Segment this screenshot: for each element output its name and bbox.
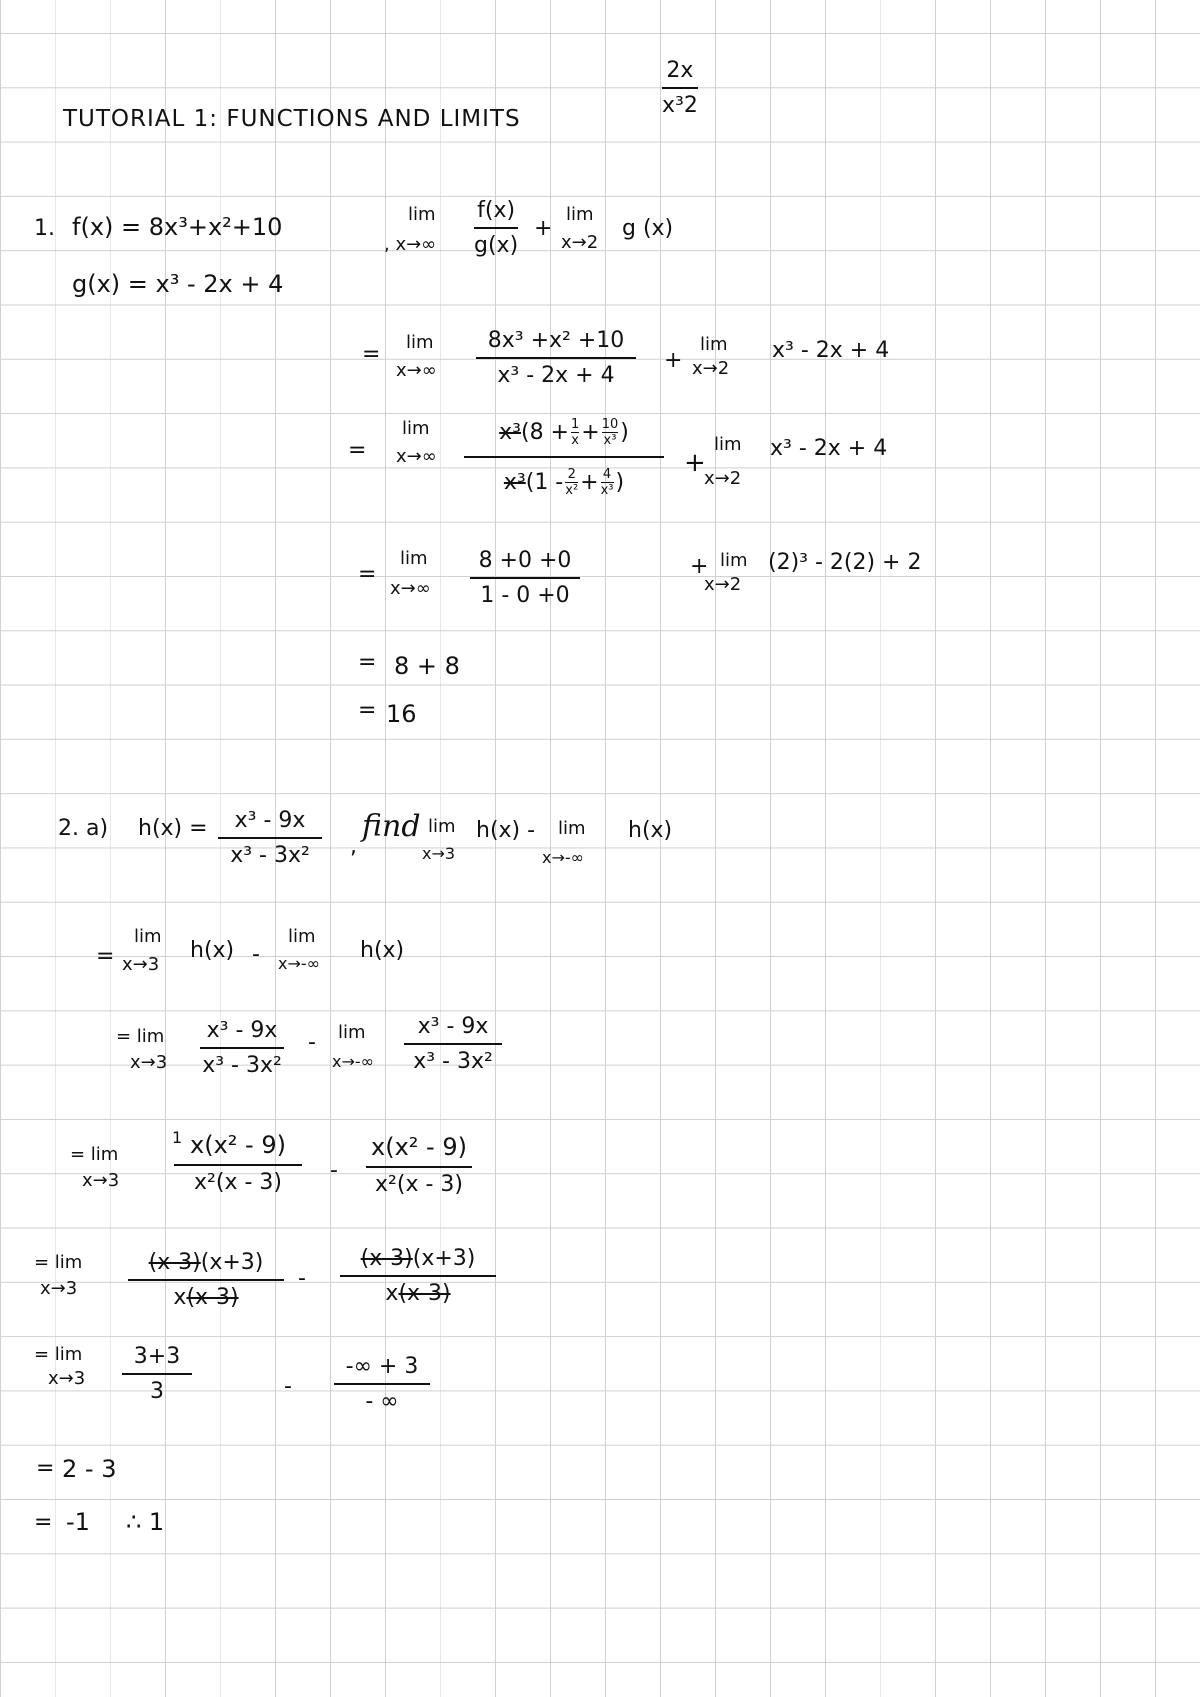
cancelled-term: (x-3) — [148, 1250, 201, 1275]
fraction-bar — [128, 1279, 284, 1281]
q2-find-sub2: x→-∞ — [542, 848, 584, 867]
q2-s2-denominator1: x³ - 3x² — [202, 1053, 282, 1079]
q2-s5-denominator2: - ∞ — [365, 1389, 399, 1415]
q2-s4-equals-lim: = lim — [34, 1252, 83, 1273]
q1-step2-numerator — [464, 412, 664, 452]
cancelled-term: (x-3) — [186, 1285, 239, 1310]
q1-step5-result: 16 — [386, 700, 417, 728]
inner-fraction — [565, 468, 578, 497]
q1-step2-num-plus: + — [581, 419, 600, 445]
q1-step2-num-close: ) — [620, 419, 629, 445]
fraction-bar — [122, 1373, 192, 1375]
q1-problem-denominator: g(x) — [474, 233, 519, 259]
q1-step1-denominator: x³ - 2x + 4 — [497, 363, 615, 389]
q2-find-sub1: x→3 — [422, 844, 456, 863]
inner-numerator: 1 — [571, 416, 580, 432]
inner-fraction — [571, 418, 579, 447]
inner-fraction — [601, 468, 614, 497]
q1-step2-sub2: x→2 — [704, 468, 742, 489]
q2-s4-denominator2 — [385, 1281, 450, 1306]
q2-s4-num1-factor: (x+3) — [200, 1250, 264, 1275]
q1-step4-expr: 8 + 8 — [394, 652, 460, 680]
q1-step1-fraction — [476, 328, 636, 389]
inner-numerator: 4 — [602, 466, 612, 482]
fraction-bar — [474, 227, 518, 229]
fraction-bar — [218, 837, 322, 839]
q2-s3-equals-lim: = lim — [70, 1144, 119, 1165]
q2-s5-fraction1 — [122, 1344, 192, 1405]
q2-s2-denominator2: x³ - 3x² — [413, 1049, 493, 1075]
q2-s4-numerator1 — [149, 1250, 264, 1275]
q1-problem-plus: + — [534, 216, 553, 241]
q1-problem-sub-b: x→2 — [561, 232, 599, 253]
q2-s2-numerator2: x³ - 9x — [417, 1014, 489, 1039]
q2-s5-fraction2 — [334, 1354, 430, 1415]
q2-s2-fraction1 — [200, 1018, 284, 1079]
q2-find-h2: h(x) — [628, 818, 673, 843]
q2-s3-sub: x→3 — [82, 1170, 120, 1191]
q2-find-lim2: lim — [558, 818, 586, 839]
q2-s1-lim2: lim — [288, 926, 316, 947]
fraction-bar — [470, 577, 580, 579]
q1-f-definition: f(x) = 8x³+x²+10 — [72, 213, 283, 241]
q1-label: 1. — [34, 216, 55, 241]
cancelled-term: (x-3) — [398, 1281, 451, 1306]
q2-s5-minus: - — [284, 1374, 292, 1399]
q2-s3-fraction1 — [172, 1128, 302, 1195]
q1-step3-numerator: 8 +0 +0 — [478, 548, 572, 573]
q2-h-numerator: x³ - 9x — [234, 808, 306, 833]
inner-denominator: x² — [565, 482, 579, 498]
q2-h-denominator: x³ - 3x² — [230, 843, 310, 869]
q2-s2-equals-lim: = lim — [116, 1026, 165, 1047]
q2-s7-result: -1 — [66, 1508, 90, 1536]
q2-s4-numerator2 — [361, 1246, 476, 1271]
q2-s4-den1-factor: x — [173, 1285, 187, 1310]
q2-s4-num2-factor: (x+3) — [412, 1246, 476, 1271]
q1-step3-fraction — [470, 548, 580, 609]
fraction-bar — [174, 1164, 302, 1166]
inner-denominator: x³ — [603, 432, 617, 448]
q2-h-lhs: h(x) = — [138, 816, 208, 841]
q2-s5-numerator1: 3+3 — [133, 1344, 181, 1369]
q2-s1-sub1: x→3 — [122, 954, 160, 975]
q2-s3-numerator2: x(x² - 9) — [371, 1133, 467, 1161]
q2-s5-numerator2: -∞ + 3 — [345, 1354, 419, 1379]
fraction-bar — [340, 1275, 496, 1277]
q2-s2-minus: - — [308, 1030, 316, 1055]
q1-step2-sub: x→∞ — [396, 446, 437, 467]
q2-s2-lim2: lim — [338, 1022, 366, 1043]
q2-s1-h1: h(x) — [190, 938, 235, 963]
q2-s1-sub2: x→-∞ — [278, 954, 320, 973]
q2-s3-numerator1: x(x² - 9) — [190, 1131, 286, 1159]
q2-s2-sub1: x→3 — [130, 1052, 168, 1073]
q1-step3-denominator: 1 - 0 +0 — [480, 583, 570, 609]
q2-s4-sub: x→3 — [40, 1278, 78, 1299]
q1-step1-lim: lim — [406, 332, 434, 353]
q1-step1-sub2: x→2 — [692, 358, 730, 379]
q1-step2-plus: + — [684, 448, 706, 478]
q1-step2-den-open: (1 - — [525, 469, 564, 495]
q2-s6-expr: 2 - 3 — [62, 1455, 117, 1483]
q1-step3-plus: + — [690, 554, 709, 579]
q2-s2-numerator1: x³ - 9x — [206, 1018, 278, 1043]
q1-step2-equals: = — [348, 438, 367, 463]
fraction-bar — [464, 456, 664, 458]
fraction-bar — [476, 357, 636, 359]
cancelled-term: (x-3) — [360, 1246, 413, 1271]
q1-step4-equals: = — [358, 650, 377, 675]
q2-s3-denominator2: x²(x - 3) — [375, 1171, 463, 1197]
q1-step2-g-expr: x³ - 2x + 4 — [770, 436, 888, 461]
fraction-bar — [404, 1043, 502, 1045]
q2-s6-equals: = — [36, 1456, 55, 1481]
q1-step1-sub: x→∞ — [396, 360, 437, 381]
q1-step2-denominator — [464, 462, 664, 502]
q1-g-definition: g(x) = x³ - 2x + 4 — [72, 270, 284, 298]
q2-find-lim1: lim — [428, 816, 456, 837]
q1-step3-sub2: x→2 — [704, 574, 742, 595]
q1-step3-lim2: lim — [720, 550, 748, 571]
q2-s1-h2: h(x) — [360, 938, 405, 963]
fraction-bar — [366, 1166, 472, 1168]
q1-problem-lim-b: lim — [566, 204, 594, 225]
q2-s4-minus: - — [298, 1266, 306, 1291]
q1-problem-g-expr: g (x) — [622, 216, 674, 241]
q1-problem-lim-a: lim — [408, 204, 436, 225]
q1-step3-equals: = — [358, 562, 377, 587]
q1-step1-numerator: 8x³ +x² +10 — [487, 328, 625, 353]
q1-step2-fraction — [464, 412, 664, 502]
fraction-bar — [200, 1047, 284, 1049]
q1-step3-g-expr: (2)³ - 2(2) + 2 — [768, 550, 922, 575]
q2-s1-equals: = — [96, 944, 115, 969]
q2-s7-equals: = — [34, 1510, 53, 1535]
q1-step2-num-open: (8 + — [520, 419, 569, 445]
q1-problem-numerator: f(x) — [477, 198, 516, 223]
cancelled-term: x³ — [499, 419, 521, 445]
q2-s5-sub: x→3 — [48, 1368, 86, 1389]
margin-note-denominator: x³2 — [662, 93, 698, 119]
q2-s4-fraction1 — [128, 1250, 284, 1310]
q2-label: 2. a) — [58, 816, 109, 841]
q2-s1-minus: - — [252, 942, 260, 967]
margin-note-numerator: 2x — [666, 58, 694, 83]
q1-step3-sub: x→∞ — [390, 578, 431, 599]
q1-step1-plus: + — [664, 348, 683, 373]
margin-note-fraction — [662, 58, 698, 119]
q2-s2-sub2: x→-∞ — [332, 1052, 374, 1071]
inner-denominator: x³ — [600, 482, 614, 498]
q2-s3-denominator1: x²(x - 3) — [194, 1169, 282, 1195]
q2-s3-cancel-mark: 1 — [172, 1128, 183, 1147]
q1-step5-equals: = — [358, 698, 377, 723]
q2-h-fraction — [218, 808, 322, 869]
q1-step2-lim2: lim — [714, 434, 742, 455]
fraction-bar — [662, 87, 698, 89]
q1-step1-equals: = — [362, 342, 381, 367]
q2-s7-therefore: ∴ 1 — [126, 1508, 165, 1536]
q2-s3-fraction2 — [366, 1134, 472, 1197]
q1-problem-sub-a: , x→∞ — [384, 234, 437, 255]
q1-step1-lim2: lim — [700, 334, 728, 355]
q2-s4-den2-factor: x — [385, 1281, 399, 1306]
q1-problem-fraction — [474, 198, 518, 259]
q1-step2-lim: lim — [402, 418, 430, 439]
q2-find-comma: , — [350, 834, 357, 859]
q2-find-word: find — [362, 809, 421, 844]
q2-s4-fraction2 — [340, 1246, 496, 1306]
fraction-bar — [334, 1383, 430, 1385]
page-title: TUTORIAL 1: FUNCTIONS AND LIMITS — [63, 106, 521, 132]
inner-fraction — [602, 418, 619, 447]
q2-find-h1: h(x) - — [476, 818, 536, 843]
q1-step1-g-expr: x³ - 2x + 4 — [772, 338, 890, 363]
q2-s5-equals-lim: = lim — [34, 1344, 83, 1365]
q1-step3-lim: lim — [400, 548, 428, 569]
q2-s4-denominator1 — [173, 1285, 238, 1310]
q2-s2-fraction2 — [404, 1014, 502, 1075]
q2-s3-minus: - — [330, 1158, 338, 1183]
q1-step2-den-close: ) — [615, 469, 625, 495]
cancelled-term: x³ — [503, 469, 526, 495]
q2-s5-denominator1: 3 — [150, 1379, 164, 1405]
q2-s1-lim1: lim — [134, 926, 162, 947]
q1-step2-den-plus: + — [580, 469, 599, 495]
inner-denominator: x — [571, 432, 579, 448]
inner-numerator: 2 — [567, 466, 576, 482]
inner-numerator: 10 — [601, 416, 619, 432]
